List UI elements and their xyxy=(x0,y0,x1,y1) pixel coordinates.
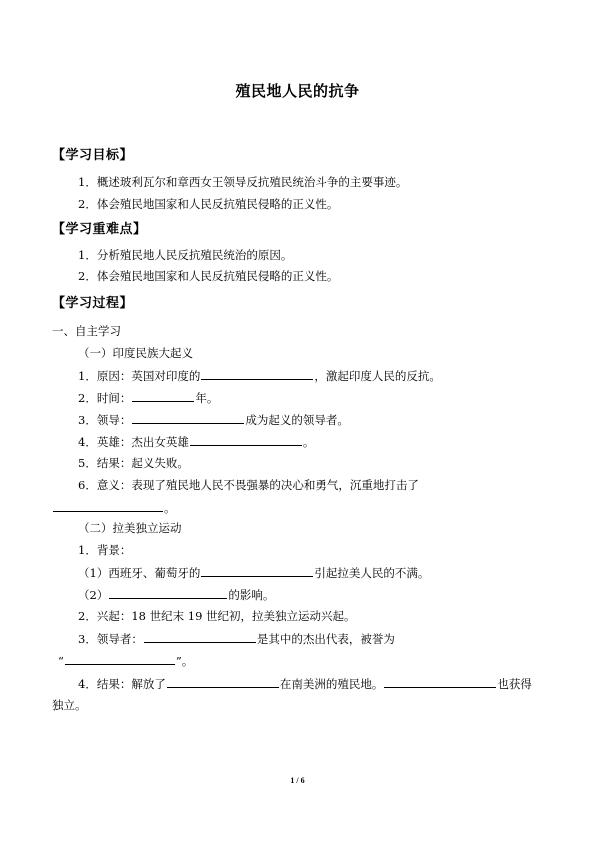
la-leader-title: “ ”。 xyxy=(58,654,194,668)
la-result-cont: 独立。 xyxy=(52,698,87,712)
fill-blank[interactable] xyxy=(65,653,175,665)
fill-blank[interactable] xyxy=(109,587,227,599)
fill-blank[interactable] xyxy=(201,565,313,577)
la-leader-line: 3．领导者： 是其中的杰出代表，被誉为 xyxy=(78,632,395,646)
india-result-line: 5．结果：起义失败。 xyxy=(78,456,189,470)
page-title: 殖民地人民的抗争 xyxy=(235,82,360,100)
fill-blank[interactable] xyxy=(201,368,313,380)
key-point-item-1: 1．分析殖民地人民反抗殖民统治的原因。 xyxy=(78,248,293,262)
page-number: 1 / 6 xyxy=(290,776,305,785)
key-point-item-2: 2．体会殖民地国家和人民反抗殖民侵略的正义性。 xyxy=(78,269,339,283)
fill-blank[interactable] xyxy=(144,631,256,643)
la-background-2: （2） 的影响。 xyxy=(78,588,275,602)
goal-item-1: 1．概述玻利瓦尔和章西女王领导反抗殖民统治斗争的主要事迹。 xyxy=(78,175,408,189)
india-significance-cont: 。 xyxy=(52,500,176,515)
heading-key-points: 【学习重难点】 xyxy=(52,222,147,237)
india-significance-line: 6．意义：表现了殖民地人民不畏强暴的决心和勇气，沉重地打击了 xyxy=(78,478,419,492)
fill-blank[interactable] xyxy=(53,500,163,512)
fill-blank[interactable] xyxy=(190,434,302,446)
goal-item-2: 2．体会殖民地国家和人民反抗殖民侵略的正义性。 xyxy=(78,197,339,211)
la-background-1: （1）西班牙、葡萄牙的 引起拉美人民的不满。 xyxy=(78,566,430,580)
la-result-line: 4．结果：解放了 在南美洲的殖民地。 也获得 xyxy=(78,677,532,691)
fill-blank[interactable] xyxy=(132,412,244,424)
india-hero-line: 4．英雄：杰出女英雄 。 xyxy=(78,435,315,449)
heading-goals: 【学习目标】 xyxy=(52,148,134,163)
subsection-india: （一）印度民族大起义 xyxy=(78,346,193,360)
fill-blank[interactable] xyxy=(384,676,496,688)
fill-blank[interactable] xyxy=(132,390,194,402)
subsection-latin-america: （二）拉美独立运动 xyxy=(78,521,182,535)
india-leader-line: 3．领导： 成为起义的领导者。 xyxy=(78,413,349,427)
la-background-label: 1．背景： xyxy=(78,543,132,557)
fill-blank[interactable] xyxy=(167,676,279,688)
heading-process: 【学习过程】 xyxy=(52,296,134,311)
india-cause-line: 1．原因：英国对印度的 ，激起印度人民的反抗。 xyxy=(78,369,441,383)
india-time-line: 2．时间： 年。 xyxy=(78,391,219,405)
part-self-study: 一、自主学习 xyxy=(52,324,121,338)
la-rise-line: 2．兴起：18 世纪末 19 世纪初，拉美独立运动兴起。 xyxy=(78,609,356,623)
